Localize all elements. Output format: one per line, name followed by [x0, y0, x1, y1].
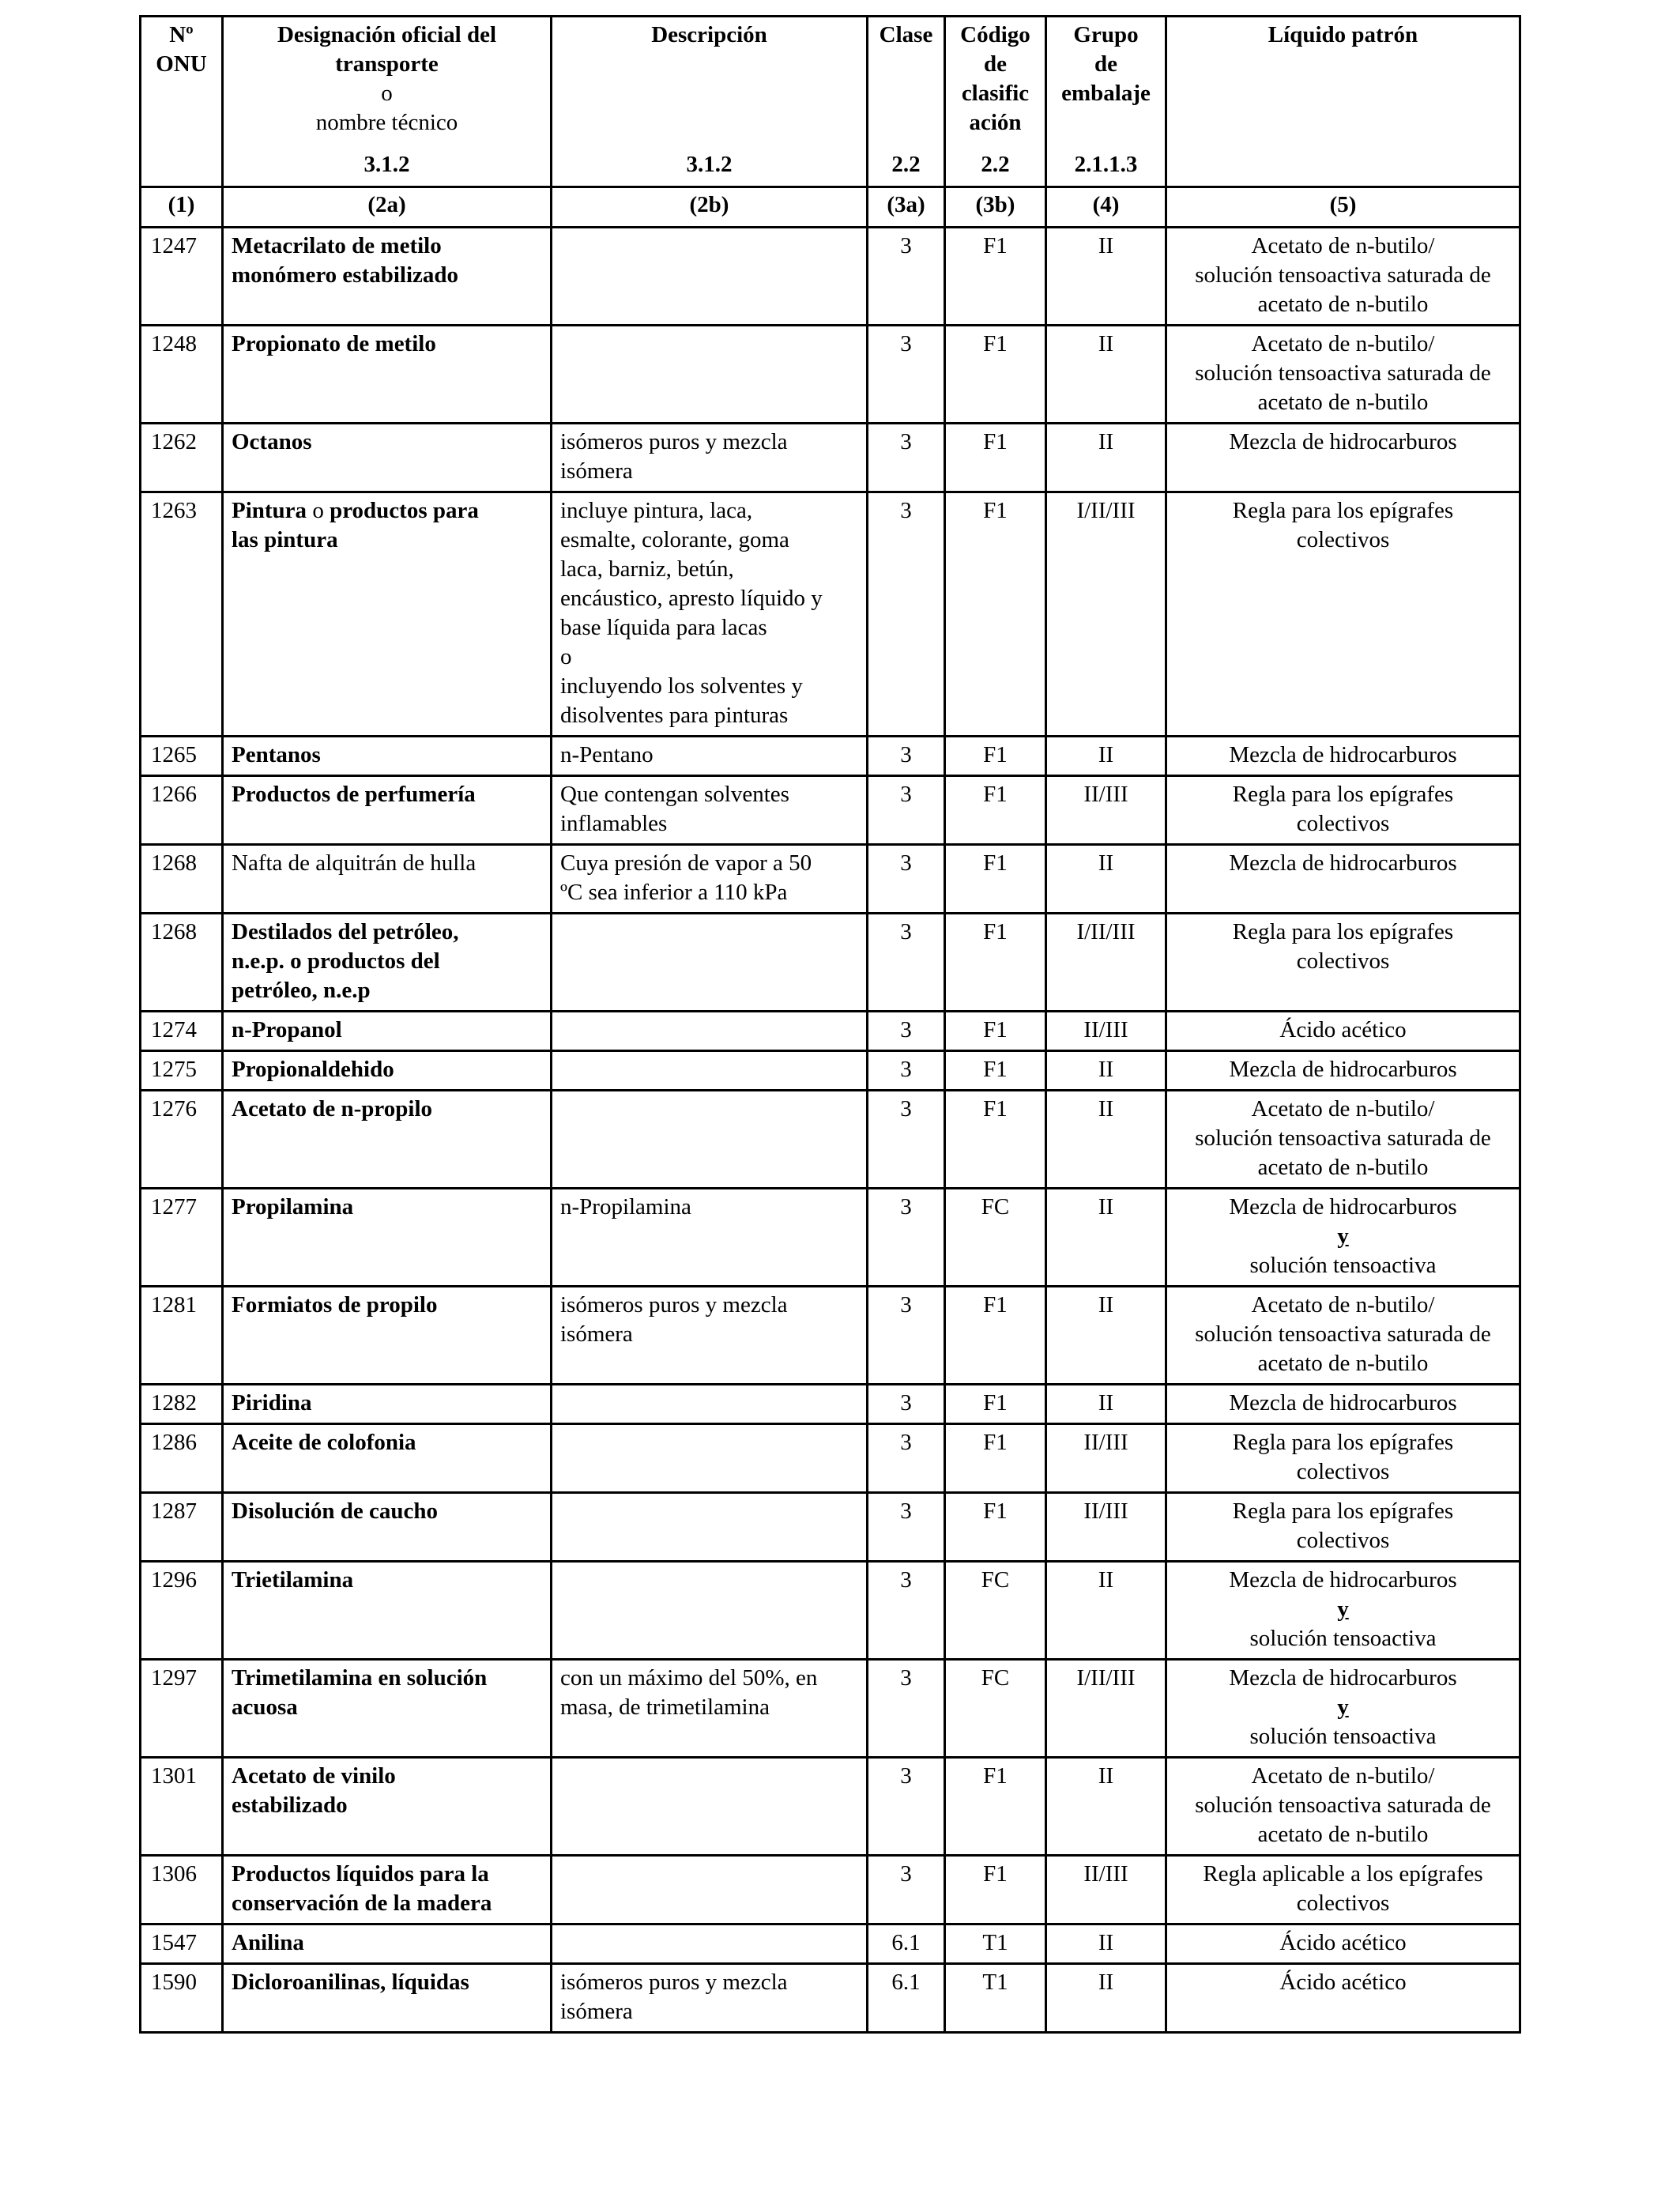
description	[552, 1758, 868, 1856]
classification-code: F1	[945, 1758, 1046, 1856]
col-number: (3b)	[945, 187, 1046, 228]
description: Que contengan solventes inflamables	[552, 776, 868, 845]
table-row	[141, 737, 1520, 776]
packing-group: II	[1046, 1758, 1166, 1856]
header-row	[141, 17, 1520, 187]
transport-designation: Dicloroanilinas, líquidas	[223, 1964, 552, 2033]
class: 3	[868, 1012, 945, 1051]
packing-group: II	[1046, 845, 1166, 914]
table-row	[141, 1287, 1520, 1385]
packing-group: II	[1046, 326, 1166, 424]
class: 3	[868, 1051, 945, 1091]
standard-liquid: Mezcla de hidrocarburos	[1166, 424, 1520, 492]
standard-liquid: Mezcla de hidrocarburos	[1166, 1385, 1520, 1424]
description: isómeros puros y mezcla isómera	[552, 424, 868, 492]
table-row	[141, 1758, 1520, 1856]
packing-group: II	[1046, 1964, 1166, 2033]
class: 3	[868, 1189, 945, 1287]
un-number: 1247	[141, 228, 223, 326]
packing-group: I/II/III	[1046, 492, 1166, 737]
standard-liquid: Ácido acético	[1166, 1964, 1520, 2033]
table-row	[141, 1385, 1520, 1424]
transport-designation: Pintura o productos para las pintura	[223, 492, 552, 737]
description	[552, 228, 868, 326]
classification-code: F1	[945, 1856, 1046, 1924]
packing-group: II/III	[1046, 1012, 1166, 1051]
transport-designation: Metacrilato de metilo monómero estabilizado	[223, 228, 552, 326]
col-number: (2a)	[223, 187, 552, 228]
un-number: 1265	[141, 737, 223, 776]
classification-code: T1	[945, 1924, 1046, 1964]
standard-liquid: Regla aplicable a los epígrafes colectivos	[1166, 1856, 1520, 1924]
classification-code: F1	[945, 326, 1046, 424]
transport-designation: Nafta de alquitrán de hulla	[223, 845, 552, 914]
un-number: 1306	[141, 1856, 223, 1924]
col-number: (2b)	[552, 187, 868, 228]
standard-liquid: Mezcla de hidrocarburos	[1166, 1051, 1520, 1091]
description	[552, 1385, 868, 1424]
un-number: 1547	[141, 1924, 223, 1964]
packing-group: II	[1046, 1091, 1166, 1189]
standard-liquid: Mezcla de hidrocarburos	[1166, 845, 1520, 914]
transport-designation: Anilina	[223, 1924, 552, 1964]
class: 3	[868, 228, 945, 326]
table-row	[141, 1012, 1520, 1051]
standard-liquid: Ácido acético	[1166, 1924, 1520, 1964]
classification-code: F1	[945, 1091, 1046, 1189]
description: n-Propilamina	[552, 1189, 868, 1287]
classification-code: F1	[945, 228, 1046, 326]
packing-group: II/III	[1046, 1856, 1166, 1924]
un-number: 1276	[141, 1091, 223, 1189]
un-number: 1286	[141, 1424, 223, 1493]
table-row	[141, 1091, 1520, 1189]
un-number: 1297	[141, 1660, 223, 1758]
standard-liquid: Acetato de n-butilo/ solución tensoactiva saturada de acetato de n-butilo	[1166, 1091, 1520, 1189]
header-code: Código de clasific ación 2.2	[945, 17, 1046, 187]
un-number: 1282	[141, 1385, 223, 1424]
class: 3	[868, 1856, 945, 1924]
class: 3	[868, 1758, 945, 1856]
standard-liquid: Mezcla de hidrocarburos	[1166, 737, 1520, 776]
classification-code: T1	[945, 1964, 1046, 2033]
packing-group: II/III	[1046, 1493, 1166, 1562]
un-number: 1281	[141, 1287, 223, 1385]
transport-designation: Octanos	[223, 424, 552, 492]
un-number: 1263	[141, 492, 223, 737]
classification-code: F1	[945, 1493, 1046, 1562]
description	[552, 1424, 868, 1493]
table-row	[141, 1051, 1520, 1091]
description	[552, 326, 868, 424]
standard-liquid: Acetato de n-butilo/ solución tensoactiva saturada de acetato de n-butilo	[1166, 1287, 1520, 1385]
substances-table	[139, 15, 1521, 2034]
transport-designation: n-Propanol	[223, 1012, 552, 1051]
class: 3	[868, 1424, 945, 1493]
packing-group: II	[1046, 1287, 1166, 1385]
packing-group: II	[1046, 1562, 1166, 1660]
header-description: Descripción 3.1.2	[552, 17, 868, 187]
header-onu: Nº ONU	[141, 17, 223, 187]
transport-designation: Acetato de vinilo estabilizado	[223, 1758, 552, 1856]
class: 3	[868, 1287, 945, 1385]
transport-designation: Piridina	[223, 1385, 552, 1424]
class: 3	[868, 1091, 945, 1189]
col-number: (4)	[1046, 187, 1166, 228]
description	[552, 1012, 868, 1051]
table-row	[141, 914, 1520, 1012]
class: 3	[868, 1385, 945, 1424]
header-group: Grupo de embalaje 2.1.1.3	[1046, 17, 1166, 187]
table-row	[141, 424, 1520, 492]
description	[552, 914, 868, 1012]
un-number: 1296	[141, 1562, 223, 1660]
packing-group: II/III	[1046, 1424, 1166, 1493]
classification-code: F1	[945, 492, 1046, 737]
header-code-ref: 2.2	[981, 152, 1010, 177]
transport-designation: Propionaldehido	[223, 1051, 552, 1091]
description: Cuya presión de vapor a 50 ºC sea inferior a 110 kPa	[552, 845, 868, 914]
header-group-ref: 2.1.1.3	[1074, 152, 1138, 177]
class: 6.1	[868, 1924, 945, 1964]
un-number: 1275	[141, 1051, 223, 1091]
transport-designation: Propilamina	[223, 1189, 552, 1287]
class: 3	[868, 914, 945, 1012]
classification-code: F1	[945, 424, 1046, 492]
transport-designation: Pentanos	[223, 737, 552, 776]
standard-liquid: Regla para los epígrafes colectivos	[1166, 914, 1520, 1012]
packing-group: II	[1046, 424, 1166, 492]
packing-group: II	[1046, 228, 1166, 326]
header-designation: Designación oficial del transporte o nombre técnico 3.1.2	[223, 17, 552, 187]
description	[552, 1091, 868, 1189]
un-number: 1268	[141, 914, 223, 1012]
classification-code: F1	[945, 1051, 1046, 1091]
transport-designation: Propionato de metilo	[223, 326, 552, 424]
classification-code: FC	[945, 1660, 1046, 1758]
classification-code: F1	[945, 1012, 1046, 1051]
table-row	[141, 1924, 1520, 1964]
description	[552, 1051, 868, 1091]
transport-designation: Productos de perfumería	[223, 776, 552, 845]
class: 3	[868, 326, 945, 424]
class: 3	[868, 492, 945, 737]
class: 3	[868, 776, 945, 845]
table-row	[141, 1493, 1520, 1562]
standard-liquid: Mezcla de hidrocarburos y solución tensoactiva	[1166, 1562, 1520, 1660]
table-row	[141, 1424, 1520, 1493]
transport-designation: Acetato de n-propilo	[223, 1091, 552, 1189]
description	[552, 1856, 868, 1924]
table-row	[141, 1856, 1520, 1924]
column-number-row	[141, 187, 1520, 228]
transport-designation: Formiatos de propilo	[223, 1287, 552, 1385]
classification-code: F1	[945, 1424, 1046, 1493]
standard-liquid: Regla para los epígrafes colectivos	[1166, 492, 1520, 737]
standard-liquid: Acetato de n-butilo/ solución tensoactiva saturada de acetato de n-butilo	[1166, 1758, 1520, 1856]
classification-code: F1	[945, 1385, 1046, 1424]
table-row	[141, 326, 1520, 424]
packing-group: II	[1046, 1924, 1166, 1964]
standard-liquid: Regla para los epígrafes colectivos	[1166, 1424, 1520, 1493]
un-number: 1274	[141, 1012, 223, 1051]
header-designation-ref: 3.1.2	[363, 152, 410, 177]
packing-group: I/II/III	[1046, 914, 1166, 1012]
un-number: 1266	[141, 776, 223, 845]
classification-code: F1	[945, 1287, 1046, 1385]
table-row	[141, 1964, 1520, 2033]
class: 3	[868, 845, 945, 914]
packing-group: II/III	[1046, 776, 1166, 845]
packing-group: II	[1046, 1385, 1166, 1424]
classification-code: F1	[945, 737, 1046, 776]
un-number: 1268	[141, 845, 223, 914]
un-number: 1277	[141, 1189, 223, 1287]
classification-code: F1	[945, 776, 1046, 845]
packing-group: II	[1046, 737, 1166, 776]
standard-liquid: Regla para los epígrafes colectivos	[1166, 776, 1520, 845]
standard-liquid: Mezcla de hidrocarburos y solución tensoactiva	[1166, 1660, 1520, 1758]
description: isómeros puros y mezcla isómera	[552, 1287, 868, 1385]
standard-liquid: Acetato de n-butilo/ solución tensoactiva saturada de acetato de n-butilo	[1166, 228, 1520, 326]
table-row	[141, 776, 1520, 845]
transport-designation: Aceite de colofonia	[223, 1424, 552, 1493]
class: 3	[868, 424, 945, 492]
transport-designation: Trietilamina	[223, 1562, 552, 1660]
class: 3	[868, 737, 945, 776]
table-row	[141, 228, 1520, 326]
table-row	[141, 1562, 1520, 1660]
standard-liquid: Mezcla de hidrocarburos y solución tensoactiva	[1166, 1189, 1520, 1287]
description: incluye pintura, laca, esmalte, colorante, goma laca, barniz, betún, encáustico, apresto líquido y base líquida para lacas o incluyendo los solventes y disolventes para pinturas	[552, 492, 868, 737]
description: con un máximo del 50%, en masa, de trimetilamina	[552, 1660, 868, 1758]
description	[552, 1924, 868, 1964]
table-row	[141, 1660, 1520, 1758]
classification-code: F1	[945, 845, 1046, 914]
document-page	[139, 15, 1521, 2034]
packing-group: II	[1046, 1051, 1166, 1091]
description: isómeros puros y mezcla isómera	[552, 1964, 868, 2033]
table-row	[141, 492, 1520, 737]
header-description-ref: 3.1.2	[686, 152, 733, 177]
class: 3	[868, 1493, 945, 1562]
class: 3	[868, 1660, 945, 1758]
table-row	[141, 1189, 1520, 1287]
table-row	[141, 845, 1520, 914]
un-number: 1590	[141, 1964, 223, 2033]
transport-designation: Disolución de caucho	[223, 1493, 552, 1562]
class: 6.1	[868, 1964, 945, 2033]
un-number: 1301	[141, 1758, 223, 1856]
classification-code: FC	[945, 1562, 1046, 1660]
header-class-ref: 2.2	[891, 152, 921, 177]
transport-designation: Productos líquidos para la conservación de la madera	[223, 1856, 552, 1924]
col-number: (1)	[141, 187, 223, 228]
packing-group: II	[1046, 1189, 1166, 1287]
class: 3	[868, 1562, 945, 1660]
packing-group: I/II/III	[1046, 1660, 1166, 1758]
col-number: (5)	[1166, 187, 1520, 228]
transport-designation: Destilados del petróleo, n.e.p. o productos del petróleo, n.e.p	[223, 914, 552, 1012]
table-body	[141, 228, 1520, 2033]
un-number: 1262	[141, 424, 223, 492]
col-number: (3a)	[868, 187, 945, 228]
header-class: Clase 2.2	[868, 17, 945, 187]
header-liquid: Líquido patrón	[1166, 17, 1520, 187]
description: n-Pentano	[552, 737, 868, 776]
classification-code: F1	[945, 914, 1046, 1012]
standard-liquid: Acetato de n-butilo/ solución tensoactiva saturada de acetato de n-butilo	[1166, 326, 1520, 424]
transport-designation: Trimetilamina en solución acuosa	[223, 1660, 552, 1758]
standard-liquid: Regla para los epígrafes colectivos	[1166, 1493, 1520, 1562]
description	[552, 1562, 868, 1660]
description	[552, 1493, 868, 1562]
un-number: 1287	[141, 1493, 223, 1562]
standard-liquid: Ácido acético	[1166, 1012, 1520, 1051]
un-number: 1248	[141, 326, 223, 424]
classification-code: FC	[945, 1189, 1046, 1287]
